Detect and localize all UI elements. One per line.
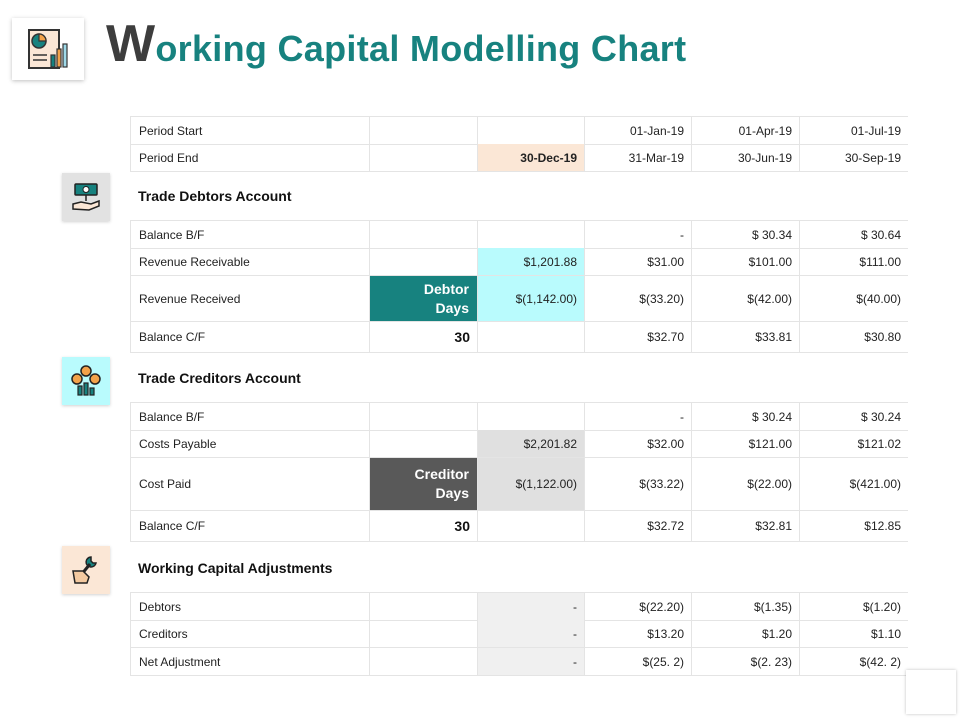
row-label: Costs Payable <box>130 430 370 457</box>
row-label: Revenue Received <box>130 276 370 321</box>
table-cell: $31.00 <box>585 248 692 275</box>
table-cell <box>370 620 478 647</box>
table-cell: $(1,142.00) <box>478 276 585 321</box>
table-cell: $13.20 <box>585 620 692 647</box>
row-label: Period Start <box>130 117 370 144</box>
wrench-hand-icon <box>69 553 103 587</box>
row-label: Balance C/F <box>130 511 370 541</box>
corner-box <box>906 670 956 714</box>
table-cell: $12.85 <box>864 519 901 533</box>
table-cell <box>370 221 478 248</box>
table-cell <box>478 511 585 541</box>
table-cell: $32.72 <box>585 511 692 541</box>
table-cell: - <box>478 648 585 675</box>
table-cell: $(33.22) <box>585 458 692 510</box>
table-cell: $(33.20) <box>585 276 692 321</box>
coins-bars-icon <box>69 364 103 398</box>
table-cell <box>370 117 478 144</box>
row-label: Balance C/F <box>130 322 370 352</box>
table-cell <box>370 248 478 275</box>
table-cell <box>370 403 478 430</box>
table-cell: $32.81 <box>692 511 800 541</box>
table-cell: 01-Apr-19 <box>692 117 800 144</box>
adjustments-icon-box <box>62 546 110 594</box>
table-row <box>130 458 908 511</box>
table-cell: $ 30.24 <box>692 403 800 430</box>
table-row <box>130 402 908 431</box>
table-cell: $(42.00) <box>692 276 800 321</box>
table-cell: $111.00 <box>859 254 901 269</box>
table-row <box>130 620 908 648</box>
table-cell: $ 30.64 <box>860 227 901 242</box>
table-cell <box>478 322 585 352</box>
table-row <box>130 322 908 353</box>
row-label: Revenue Receivable <box>130 248 370 275</box>
table-cell: - <box>478 593 585 620</box>
table-row <box>130 648 908 676</box>
table-cell: 30-Dec-19 <box>478 144 585 171</box>
table-cell: $(1,122.00) <box>478 458 585 510</box>
money-hand-icon <box>69 180 103 214</box>
table-cell: $121.02 <box>857 436 901 451</box>
table-cell: $33.81 <box>692 322 800 352</box>
table-cell: $(40.00) <box>856 291 901 306</box>
table-cell: $(22.00) <box>692 458 800 510</box>
table-cell: $1.10 <box>870 626 901 641</box>
table-cell: 01-Jan-19 <box>585 117 692 144</box>
creditors-icon-box <box>62 357 110 405</box>
table-cell: $ 30.34 <box>692 221 800 248</box>
table-cell: $(2. 23) <box>692 648 800 675</box>
table-cell: $30.80 <box>864 330 901 344</box>
table-cell: - <box>585 403 692 430</box>
table-cell: 30-Sep-19 <box>844 150 901 165</box>
table-cell: 01-Jul-19 <box>850 123 901 138</box>
row-label: Net Adjustment <box>130 648 370 675</box>
table-cell <box>370 144 478 171</box>
table-cell: $(22.20) <box>585 593 692 620</box>
table-cell: 31-Mar-19 <box>585 144 692 171</box>
table-cell <box>478 117 585 144</box>
creditors-section-title: Trade Creditors Account <box>138 370 301 386</box>
debtor-days-label: Debtor Days <box>370 276 478 321</box>
creditor-days-label: Creditor Days <box>370 458 478 510</box>
debtor-days-value[interactable]: 30 <box>370 322 478 352</box>
table-cell: $(42. 2) <box>859 654 901 669</box>
table-cell: $1,201.88 <box>478 248 585 275</box>
table-cell: 30-Jun-19 <box>692 144 800 171</box>
row-label: Period End <box>130 144 370 171</box>
period-start-row <box>130 116 908 145</box>
debtors-section-title: Trade Debtors Account <box>138 188 292 204</box>
chart-report-icon <box>25 27 71 71</box>
adjustments-section-title: Working Capital Adjustments <box>138 560 333 576</box>
table-row <box>130 430 908 458</box>
table-cell: $(1.35) <box>692 593 800 620</box>
table-row <box>130 592 908 621</box>
table-cell <box>370 648 478 675</box>
table-cell: $(25. 2) <box>585 648 692 675</box>
table-cell: - <box>585 221 692 248</box>
row-label: Balance B/F <box>130 403 370 430</box>
row-label: Balance B/F <box>130 221 370 248</box>
row-label: Creditors <box>130 620 370 647</box>
table-cell: $2,201.82 <box>478 430 585 457</box>
creditor-days-value[interactable]: 30 <box>370 511 478 541</box>
table-row <box>130 511 908 542</box>
table-row <box>130 248 908 276</box>
row-label: Debtors <box>130 593 370 620</box>
table-cell: $(1.20) <box>862 599 901 614</box>
table-cell <box>370 430 478 457</box>
page-title: Working Capital Modelling Chart <box>106 15 687 73</box>
row-label: Cost Paid <box>130 458 370 510</box>
table-cell: $(421.00) <box>849 477 901 491</box>
table-cell: $1.20 <box>692 620 800 647</box>
period-end-row <box>130 144 908 172</box>
table-cell <box>478 221 585 248</box>
table-cell: $101.00 <box>692 248 800 275</box>
table-cell <box>478 403 585 430</box>
table-cell: $121.00 <box>692 430 800 457</box>
table-row <box>130 220 908 249</box>
table-cell: - <box>478 620 585 647</box>
table-cell: $32.00 <box>585 430 692 457</box>
table-cell: $ 30.24 <box>860 409 901 424</box>
table-row <box>130 276 908 322</box>
debtors-icon-box <box>62 173 110 221</box>
table-cell: $32.70 <box>585 322 692 352</box>
logo-box <box>12 18 84 80</box>
table-cell <box>370 593 478 620</box>
